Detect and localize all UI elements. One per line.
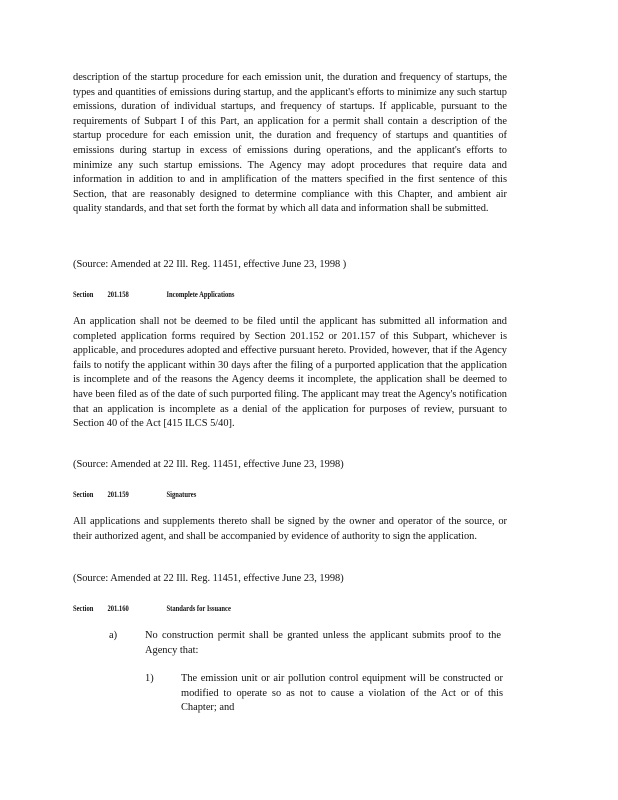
section-heading-201-160 bbox=[73, 604, 231, 616]
section-title: Incomplete Applications bbox=[166, 290, 235, 299]
section-label: Section bbox=[73, 290, 94, 299]
section-title: Signatures bbox=[166, 490, 197, 499]
source-note-1: (Source: Amended at 22 Ill. Reg. 11451, effective June 23, 1998 ) bbox=[73, 259, 347, 270]
section-label: Section bbox=[73, 490, 94, 499]
source-note-3: (Source: Amended at 22 Ill. Reg. 11451, effective June 23, 1998) bbox=[73, 573, 344, 584]
paragraph-incomplete-applications: An application shall not be deemed to be filed until the applicant has submitted all information and completed application forms required by Section 201.152 or 201.157 of this Subpart, whichever is applicable, and procedures adopted and effective pursuant hereto. Provided, however, that if the Agency fails to notify the applicant within 30 days after the filing of a purported application that the application is incomplete and of the reasons the Agency deems it incomplete, the application shall be deemed to have been filed as of the date of such purported filing. The applicant may treat the Agency's notification that an application is incomplete as a denial of the application for purposes of review, pursuant to Section 40 of the Act [415 ILCS 5/40]. bbox=[73, 316, 507, 430]
item-1-label: 1) bbox=[145, 673, 154, 684]
subsection-a-label: a) bbox=[109, 630, 118, 641]
item-1-text: The emission unit or air pollution control equipment will be constructed or modified to operate so as not to cause a violation of the Act or of this Chapter; and bbox=[181, 673, 503, 714]
paragraph-signatures: All applications and supplements thereto shall be signed by the owner and operator of the source, or their authorized agent, and shall be accompanied by evidence of authority to sign the application. bbox=[73, 516, 507, 542]
section-number: 201.159 bbox=[107, 490, 129, 499]
section-heading-201-159 bbox=[73, 490, 196, 502]
source-note-2: (Source: Amended at 22 Ill. Reg. 11451, effective June 23, 1998) bbox=[73, 459, 344, 470]
section-label: Section bbox=[73, 604, 94, 613]
section-number: 201.160 bbox=[107, 604, 129, 613]
subsection-a-text: No construction permit shall be granted unless the applicant submits proof to the Agency that: bbox=[145, 630, 501, 656]
section-heading-201-158 bbox=[73, 290, 234, 302]
section-title: Standards for Issuance bbox=[166, 604, 231, 613]
section-number: 201.158 bbox=[107, 290, 129, 299]
paragraph-startup-procedures: description of the startup procedure for each emission unit, the duration and frequency of startups, the types and quantities of emissions during startup, and the applicant's efforts to minimize any such startup emissions, duration of individual startups, and frequency of startups. If applicable, pursuant to the requirements of Subpart I of this Part, an application for a permit shall contain a description of the startup procedure for each emission unit, the duration and frequency of startups and quantities of emissions during startup in excess of emissions during operations, and the applicant's efforts to minimize any such startup emissions. The Agency may adopt procedures that require data and information in addition to and in amplification of the matters specified in the first sentence of this Section, that are reasonably designed to determine compliance with this Chapter, and ambient air quality standards, and that set forth the format by which all data and information shall be submitted. bbox=[73, 72, 507, 215]
